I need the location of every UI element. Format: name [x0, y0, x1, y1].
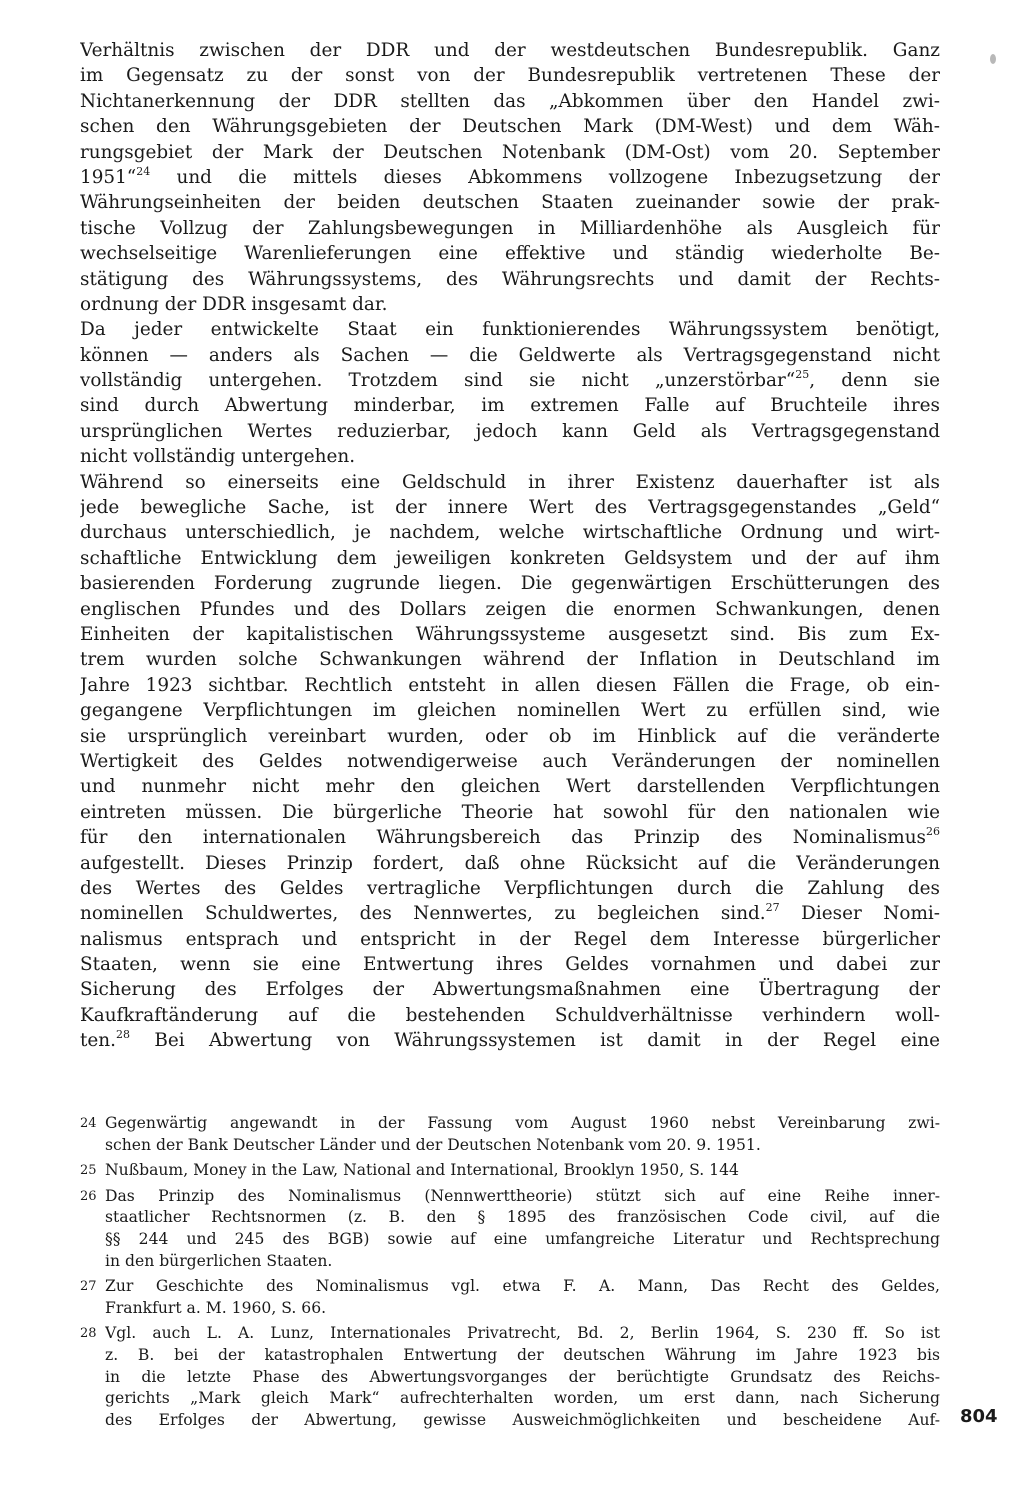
- text-fragment: für den internationalen Währungsbereich das Prinzip des Nominalismus: [80, 827, 926, 849]
- text-line: schen den Währungsgebieten der Deutschen Mark (DM-West) und dem Wäh-: [80, 116, 940, 138]
- text-line: wechselseitige Warenlieferungen eine effektive und ständig wiederholte Be-: [80, 243, 940, 265]
- text-line: [80, 1028, 940, 1053]
- footnote-27: [80, 1276, 940, 1319]
- text-line: Einheiten der kapitalistischen Währungssysteme ausgesetzt sind. Bis zum Ex-: [80, 623, 940, 645]
- text-line: des Wertes des Geldes vertragliche Verpflichtungen durch die Zahlung des: [80, 877, 940, 899]
- text-line: Während so einerseits eine Geldschuld in ihrer Existenz dauerhafter ist als: [80, 471, 940, 493]
- text-line: aufgestellt. Dieses Prinzip fordert, daß ohne Rücksicht auf die Veränderungen: [80, 852, 940, 874]
- footnote-number: 27: [80, 1279, 97, 1295]
- text-line: [80, 825, 940, 850]
- text-fragment: Dieser Nomi-: [801, 903, 940, 925]
- text-line: Staaten, wenn sie eine Entwertung ihres Geldes vornahmen und dabei zur: [80, 954, 940, 976]
- footnote-number: 24: [80, 1116, 97, 1131]
- footnote-line: Nußbaum, Money in the Law, National and International, Brooklyn 1950, S. 144: [105, 1161, 739, 1180]
- footnote-line: gerichts „Mark gleich Mark“ aufrechterhalten worden, um erst dann, nach Sicherung: [105, 1389, 940, 1408]
- text-line: im Gegensatz zu der sonst von der Bundesrepublik vertretenen These der: [80, 65, 940, 87]
- text-line: können — anders als Sachen — die Geldwerte als Vertragsgegenstand nicht: [80, 344, 940, 366]
- footnote-number: 26: [80, 1188, 97, 1204]
- text-line: [80, 901, 940, 926]
- text-fragment: nominellen Schuldwertes, des Nennwertes, zu begleichen sind.: [80, 903, 766, 925]
- text-line: basierenden Forderung zugrunde liegen. Die gegenwärtigen Erschütterungen des: [80, 573, 940, 595]
- footnote-25: [80, 1160, 940, 1182]
- text-line: eintreten müssen. Die bürgerliche Theorie hat sowohl für den nationalen wie: [80, 801, 940, 823]
- footnote-ref: 26: [926, 825, 940, 839]
- text-line: stätigung des Währungssystems, des Währungsrechts und damit der Rechts-: [80, 268, 940, 290]
- text-line: Verhältnis zwischen der DDR und der westdeutschen Bundesrepublik. Ganz: [80, 40, 940, 61]
- text-line: schaftliche Entwicklung dem jeweiligen konkreten Geldsystem und der auf ihm: [80, 547, 940, 569]
- footnote-28: [80, 1323, 940, 1431]
- footnote-line: Zur Geschichte des Nominalismus vgl. etwa F. A. Mann, Das Recht des Geldes,: [105, 1277, 940, 1296]
- text-line: englischen Pfundes und des Dollars zeigen die enormen Schwankungen, denen: [80, 598, 940, 620]
- text-line: Nichtanerkennung der DDR stellten das „Abkommen über den Handel zwi-: [80, 90, 940, 112]
- footnote-line: in den bürgerlichen Staaten.: [105, 1251, 333, 1270]
- scan-speck: [990, 54, 996, 64]
- footnote-number: 25: [80, 1163, 97, 1179]
- footnote-line: staatlicher Rechtsnormen (z. B. den § 1895 des französischen Code civil, auf die: [105, 1208, 940, 1227]
- text-line: sind durch Abwertung minderbar, im extremen Falle auf Bruchteile ihres: [80, 395, 940, 417]
- footnotes: [80, 1113, 940, 1435]
- text-line: Kaufkraftänderung auf die bestehenden Schuldverhältnisse verhindern woll-: [80, 1004, 940, 1026]
- footnote-number: 28: [80, 1326, 97, 1342]
- text-line: rungsgebiet der Mark der Deutschen Notenbank (DM-Ost) vom 20. September: [80, 141, 940, 163]
- text-line: Wertigkeit des Geldes notwendigerweise auch Veränderungen der nominellen: [80, 750, 940, 772]
- text-line: [80, 165, 940, 190]
- footnote-line: in die letzte Phase des Abwertungsvorganges der berüchtigte Grundsatz des Reichs-: [105, 1367, 940, 1386]
- text-line: ordnung der DDR insgesamt dar.: [80, 293, 388, 315]
- text-line: Jahre 1923 sichtbar. Rechtlich entsteht in allen diesen Fällen die Frage, ob ein-: [80, 674, 940, 696]
- footnote-26: [80, 1186, 940, 1272]
- text-fragment: und die mittels dieses Abkommens vollzogene Inbezugsetzung der: [176, 166, 940, 188]
- text-line: nalismus entsprach und entspricht in der Regel dem Interesse bürgerlicher: [80, 928, 940, 950]
- text-line: sie ursprünglich vereinbart wurden, oder ob im Hinblick auf die veränderte: [80, 725, 940, 747]
- footnote-line: Gegenwärtig angewandt in der Fassung vom August 1960 nebst Vereinbarung zwi-: [105, 1114, 940, 1132]
- text-line: und nunmehr nicht mehr den gleichen Wert darstellenden Verpflichtungen: [80, 776, 940, 798]
- footnote-ref: 24: [136, 164, 151, 178]
- text-line: trem wurden solche Schwankungen während der Inflation in Deutschland im: [80, 649, 940, 671]
- footnote-line: z. B. bei der katastrophalen Entwertung der deutschen Währung im Jahre 1923 bis: [105, 1345, 940, 1364]
- text-line: tische Vollzug der Zahlungsbewegungen in Milliardenhöhe als Ausgleich für: [80, 217, 940, 239]
- body-text: [80, 38, 940, 1054]
- text-line: Da jeder entwickelte Staat ein funktionierendes Währungssystem benötigt,: [80, 319, 940, 341]
- text-line: [80, 368, 940, 393]
- footnote-line: Vgl. auch L. A. Lunz, Internationales Privatrecht, Bd. 2, Berlin 1964, S. 230 ff. So ist: [105, 1324, 940, 1343]
- footnote-line: Frankfurt a. M. 1960, S. 66.: [105, 1298, 327, 1317]
- text-line: nicht vollständig untergehen.: [80, 446, 356, 468]
- text-fragment: vollständig untergehen. Trotzdem sind sie nicht „unzerstörbar“: [80, 370, 796, 392]
- text-line: ursprünglichen Wertes reduzierbar, jedoch kann Geld als Vertragsgegenstand: [80, 420, 940, 442]
- text-fragment: , denn sie: [809, 370, 940, 392]
- page-number: 804: [960, 1406, 998, 1427]
- footnote-ref: 25: [795, 368, 810, 382]
- text-line: Sicherung des Erfolges der Abwertungsmaßnahmen eine Übertragung der: [80, 979, 940, 1001]
- text-line: durchaus unterschiedlich, je nachdem, welche wirtschaftliche Ordnung und wirt-: [80, 522, 940, 544]
- text-fragment: Bei Abwertung von Währungssystemen ist damit in der Regel eine: [154, 1030, 940, 1052]
- footnote-line: des Erfolges der Abwertung, gewisse Ausweichmöglichkeiten und bescheidene Auf-: [105, 1410, 940, 1429]
- footnote-ref: 28: [115, 1028, 130, 1042]
- text-fragment: ten.: [80, 1030, 116, 1052]
- footnote-24: [80, 1113, 940, 1156]
- footnote-line: Das Prinzip des Nominalismus (Nennwerttheorie) stützt sich auf eine Reihe inner-: [105, 1186, 940, 1205]
- text-line: gegangene Verpflichtungen im gleichen nominellen Wert zu erfüllen sind, wie: [80, 700, 940, 722]
- text-fragment: 1951“: [80, 166, 137, 188]
- text-line: jede bewegliche Sache, ist der innere Wert des Vertragsgegenstandes „Geld“: [80, 497, 940, 519]
- text-line: Währungseinheiten der beiden deutschen Staaten zueinander sowie der prak-: [80, 192, 940, 214]
- footnote-line: schen der Bank Deutscher Länder und der Deutschen Notenbank vom 20. 9. 1951.: [105, 1135, 761, 1154]
- footnote-line: §§ 244 und 245 des BGB) sowie auf eine umfangreiche Literatur und Rechtsprechung: [105, 1229, 940, 1248]
- footnote-ref: 27: [765, 901, 780, 915]
